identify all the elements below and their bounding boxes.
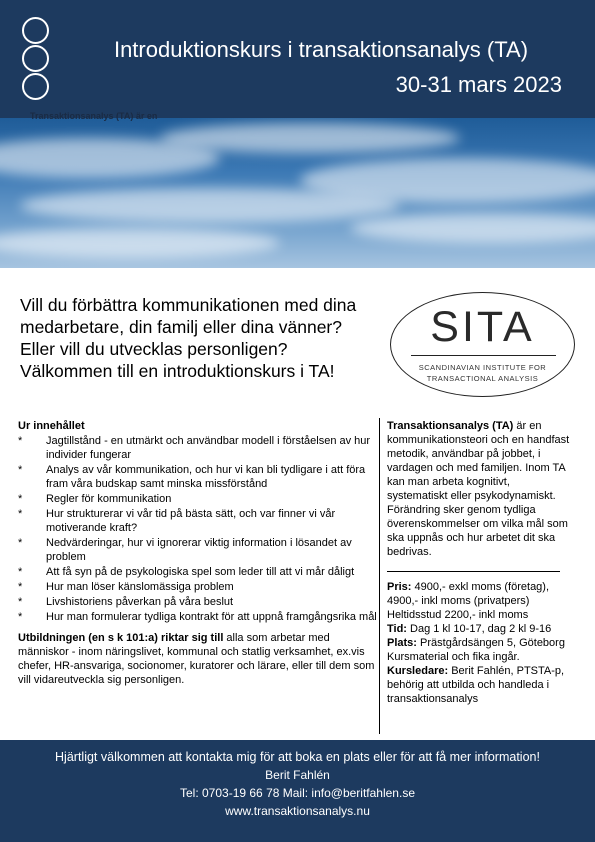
price-value: 4900,- inkl moms (privatpers) (387, 595, 530, 607)
ta-text: är en kommunikationsteori och en handfast metodik, användbar på jobbet, i vardagen och med familjen. Inom TA kan man arbeta kognitivt, systematiskt eller psykodynamiskt. Förändring sker genom tydliga överenskommelser om vilka mål som ska uppnås och hur arbetet dit ska bedrivas. (387, 420, 570, 558)
leader-label: Kursledare: (387, 665, 449, 677)
column-divider (379, 418, 380, 734)
bullet-item (18, 492, 378, 506)
price-value: Heltidsstud 2200,- inkl moms (387, 609, 529, 621)
bullet-text: Jagtillstånd - en utmärkt och användbar modell i förståelsen av hur individer fungerar (46, 435, 371, 461)
bullet-text: Livshistoriens påverkan på våra beslut (46, 596, 234, 608)
bullet-marker: * (18, 596, 23, 608)
sita-logo (390, 292, 575, 397)
logo-name: SITA (430, 303, 535, 351)
bullet-text: Nedvärderingar, hur vi ignorerar viktig information i lösandet av problem (46, 537, 352, 563)
footer-welcome: Hjärtligt välkommen att kontakta mig för att boka en plats eller för att få mer information! (55, 750, 540, 764)
course-info (387, 419, 572, 706)
time-value: Dag 1 kl 10-17, dag 2 kl 9-16 (406, 623, 552, 635)
bullet-marker: * (18, 464, 23, 476)
bullet-text: Regler för kommunikation (46, 493, 172, 505)
circle-icon (22, 17, 49, 44)
target-audience (18, 631, 378, 687)
bullet-marker: * (18, 581, 23, 593)
bullet-marker: * (18, 435, 23, 447)
contact-details: Tel: 0703-19 66 78 Mail: info@beritfahlen.se (180, 786, 415, 800)
logo-subtitle: TRANSACTIONAL ANALYSIS (426, 374, 539, 383)
bullet-marker: * (18, 508, 23, 520)
overlay-text: Transaktionsanalys (TA) är en (30, 111, 158, 121)
bullet-item (18, 595, 378, 609)
intro-line: Välkommen till en introduktionskurs i TA! (20, 361, 335, 381)
bullet-marker: * (18, 493, 23, 505)
info-divider (387, 571, 560, 572)
bullet-marker: * (18, 611, 23, 623)
intro-line: Eller vill du utvecklas personligen? (20, 339, 288, 359)
practical-info (387, 580, 572, 706)
time-label: Tid: (387, 623, 407, 635)
bullet-item (18, 463, 378, 491)
bullet-text: Att få syn på de psykologiska spel som leder till att vi mår dåligt (46, 566, 355, 578)
target-text: alla som arbetar med människor - inom näringslivet, kommunal och statlig verksamhet, ex.vis chefer, HR-ansvariga, socionomer, kuratorer och lärare, eller till dem som vill vidareutveckla sig personligen. (18, 632, 375, 686)
bullet-item (18, 610, 378, 624)
intro-line: medarbetare, din familj eller dina vänner? (20, 317, 342, 337)
page-title: Introduktionskurs i transaktionsanalys (TA) (113, 37, 529, 62)
bullet-text: Hur man formulerar tydliga kontrakt för att uppnå framgångsrika mål (46, 611, 377, 623)
circle-icon (22, 73, 49, 100)
contact-name: Berit Fahlén (265, 768, 330, 782)
ta-label: Transaktionsanalys (TA) (387, 420, 514, 432)
logo-divider (411, 355, 556, 356)
price-value: 4900,- exkl moms (företag), (411, 581, 550, 593)
target-bold: Utbildningen (en s k 101:a) riktar sig till (18, 632, 224, 644)
price-label: Pris: (387, 581, 412, 593)
ta-description (387, 419, 572, 559)
bullet-list (18, 434, 378, 624)
bullet-item (18, 580, 378, 594)
bullet-text: Hur strukturerar vi vår tid på bästa sätt, och var finner vi vår motiverande kraft? (46, 508, 336, 534)
sky-photo (0, 118, 595, 268)
bullet-item (18, 434, 378, 462)
footer-banner (0, 740, 595, 842)
place-value: Prästgårdsängen 5, Göteborg (416, 637, 565, 649)
course-dates: 30-31 mars 2023 (395, 72, 562, 97)
website-link[interactable]: www.transaktionsanalys.nu (225, 804, 370, 818)
bullet-text: Hur man löser känslomässiga problem (46, 581, 234, 593)
bullet-marker: * (18, 537, 23, 549)
bullet-item (18, 536, 378, 564)
header-banner (0, 0, 595, 118)
section-heading: Ur innehållet (18, 420, 85, 432)
bullet-text: Analys av vår kommunikation, och hur vi kan bli tydligare i att föra fram våra budskap samt minska missförstånd (46, 464, 366, 490)
circle-icon (22, 45, 49, 72)
material-note: Kursmaterial och fika ingår. (387, 651, 520, 663)
leader-value: Berit Fahlén, PTSTA-p, behörig att utbilda och handleda i transaktionsanalys (387, 665, 565, 705)
intro-line: Vill du förbättra kommunikationen med dina (20, 295, 357, 315)
bullet-item (18, 507, 378, 535)
bullet-marker: * (18, 566, 23, 578)
course-content (18, 419, 378, 687)
place-label: Plats: (387, 637, 417, 649)
bullet-item (18, 565, 378, 579)
logo-subtitle: SCANDINAVIAN INSTITUTE FOR (418, 363, 547, 372)
intro-text (20, 294, 380, 382)
